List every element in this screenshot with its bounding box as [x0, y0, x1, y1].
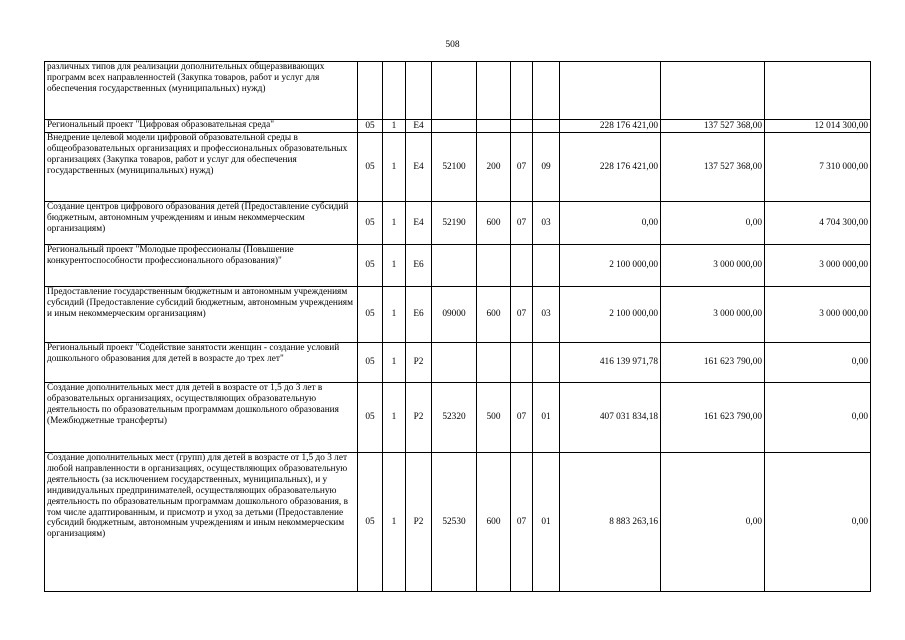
- row-name: различных типов для реализации дополнительных общеразвивающих программ всех направленностей (Закупка товаров, работ и услуг для обеспечения государственных (муниципальных) нужд): [45, 62, 358, 120]
- code-rz: [511, 245, 533, 287]
- amount-1: 8 883 263,16: [560, 453, 661, 592]
- code-pp: 1: [383, 133, 406, 202]
- code-ne: [432, 62, 477, 120]
- code-om: E6: [406, 287, 432, 343]
- table-row: [45, 453, 871, 592]
- amount-2: 161 623 790,00: [661, 343, 765, 383]
- code-pr: [533, 245, 560, 287]
- amount-2: 0,00: [661, 202, 765, 245]
- code-pp: 1: [383, 343, 406, 383]
- code-om: E4: [406, 133, 432, 202]
- table-row: [45, 383, 871, 453]
- code-gp: [358, 62, 383, 120]
- amount-1: 2 100 000,00: [560, 287, 661, 343]
- code-ne: [432, 245, 477, 287]
- code-pp: [383, 62, 406, 120]
- code-gp: 05: [358, 133, 383, 202]
- amount-1: 0,00: [560, 202, 661, 245]
- amount-1: [560, 62, 661, 120]
- amount-2: 3 000 000,00: [661, 287, 765, 343]
- code-om: P2: [406, 343, 432, 383]
- code-pr: 01: [533, 383, 560, 453]
- amount-3: [765, 62, 871, 120]
- code-vr: 600: [477, 453, 511, 592]
- code-om: E4: [406, 120, 432, 133]
- amount-1: 228 176 421,00: [560, 133, 661, 202]
- amount-3: 3 000 000,00: [765, 245, 871, 287]
- amount-3: 0,00: [765, 343, 871, 383]
- amount-3: 3 000 000,00: [765, 287, 871, 343]
- code-vr: 200: [477, 133, 511, 202]
- row-name: Региональный проект "Цифровая образовательная среда": [45, 120, 358, 133]
- amount-2: [661, 62, 765, 120]
- table-row: [45, 343, 871, 383]
- code-pp: 1: [383, 120, 406, 133]
- code-pr: 03: [533, 202, 560, 245]
- row-name: Региональный проект "Содействие занятости женщин - создание условий дошкольного образования для детей в возрасте до трех лет": [45, 343, 358, 383]
- code-gp: 05: [358, 202, 383, 245]
- code-om: E6: [406, 245, 432, 287]
- row-name: Создание дополнительных мест (групп) для детей в возрасте от 1,5 до 3 лет любой направленности в организациях, осуществляющих образовательную деятельность (за исключением государственных, муниципальных), и у индивидуальных предпринимателей, осуществляющих образовательную деятельность по образовательным программам дошкольного образования, в том числе адаптированным, и присмотр и уход за детьми (Предоставление субсидий бюджетным, автономным учреждениям и иным некоммерческим организациям): [45, 453, 358, 592]
- row-name: Предоставление государственным бюджетным и автономным учреждениям субсидий (Предоставление субсидий бюджетным, автономным учреждениям и иным некоммерческим организациям): [45, 287, 358, 343]
- code-rz: 07: [511, 383, 533, 453]
- code-pr: [533, 120, 560, 133]
- code-gp: 05: [358, 343, 383, 383]
- code-ne: 52320: [432, 383, 477, 453]
- table-row: [45, 120, 871, 133]
- code-ne: 52100: [432, 133, 477, 202]
- code-ne: [432, 343, 477, 383]
- code-pp: 1: [383, 287, 406, 343]
- code-rz: [511, 343, 533, 383]
- budget-table: [44, 61, 871, 592]
- table-row: [45, 133, 871, 202]
- code-ne: 52190: [432, 202, 477, 245]
- table-row: [45, 202, 871, 245]
- code-gp: 05: [358, 453, 383, 592]
- code-gp: 05: [358, 383, 383, 453]
- code-pp: 1: [383, 245, 406, 287]
- amount-1: 416 139 971,78: [560, 343, 661, 383]
- row-name: Региональный проект "Молодые профессионалы (Повышение конкурентоспособности профессионального образования)": [45, 245, 358, 287]
- code-vr: [477, 343, 511, 383]
- code-pp: 1: [383, 202, 406, 245]
- amount-2: 137 527 368,00: [661, 133, 765, 202]
- page-number: 508: [445, 40, 460, 50]
- code-vr: [477, 62, 511, 120]
- code-gp: 05: [358, 245, 383, 287]
- amount-3: 7 310 000,00: [765, 133, 871, 202]
- code-om: [406, 62, 432, 120]
- code-ne: 09000: [432, 287, 477, 343]
- amount-1: 228 176 421,00: [560, 120, 661, 133]
- code-ne: [432, 120, 477, 133]
- row-name: Создание дополнительных мест для детей в возрасте от 1,5 до 3 лет в образовательных организациях, осуществляющих образовательную деятельность по образовательным программам дошкольного образования (Межбюджетные трансферты): [45, 383, 358, 453]
- amount-2: 161 623 790,00: [661, 383, 765, 453]
- amount-3: 4 704 300,00: [765, 202, 871, 245]
- amount-2: 137 527 368,00: [661, 120, 765, 133]
- code-vr: 600: [477, 202, 511, 245]
- amount-2: 3 000 000,00: [661, 245, 765, 287]
- code-om: P2: [406, 383, 432, 453]
- code-pr: 09: [533, 133, 560, 202]
- code-pp: 1: [383, 453, 406, 592]
- row-name: Создание центров цифрового образования детей (Предоставление субсидий бюджетным, автономным учреждениям и иным некоммерческим организациям): [45, 202, 358, 245]
- code-gp: 05: [358, 120, 383, 133]
- code-rz: [511, 62, 533, 120]
- code-rz: [511, 120, 533, 133]
- code-pr: 03: [533, 287, 560, 343]
- code-rz: 07: [511, 202, 533, 245]
- amount-3: 0,00: [765, 453, 871, 592]
- code-rz: 07: [511, 453, 533, 592]
- code-pr: 01: [533, 453, 560, 592]
- code-ne: 52530: [432, 453, 477, 592]
- code-pr: [533, 343, 560, 383]
- code-pp: 1: [383, 383, 406, 453]
- code-gp: 05: [358, 287, 383, 343]
- table-row: [45, 245, 871, 287]
- code-om: P2: [406, 453, 432, 592]
- table-row: [45, 62, 871, 120]
- amount-2: 0,00: [661, 453, 765, 592]
- code-pr: [533, 62, 560, 120]
- code-rz: 07: [511, 133, 533, 202]
- code-rz: 07: [511, 287, 533, 343]
- table-row: [45, 287, 871, 343]
- amount-3: 0,00: [765, 383, 871, 453]
- table-body: [45, 62, 871, 592]
- code-vr: [477, 245, 511, 287]
- code-vr: [477, 120, 511, 133]
- amount-1: 2 100 000,00: [560, 245, 661, 287]
- code-vr: 600: [477, 287, 511, 343]
- amount-3: 12 014 300,00: [765, 120, 871, 133]
- row-name: Внедрение целевой модели цифровой образовательной среды в общеобразовательных организациях и профессиональных образовательных организациях (Закупка товаров, работ и услуг для обеспечения государственных (муниципальных) нужд): [45, 133, 358, 202]
- code-vr: 500: [477, 383, 511, 453]
- amount-1: 407 031 834,18: [560, 383, 661, 453]
- code-om: E4: [406, 202, 432, 245]
